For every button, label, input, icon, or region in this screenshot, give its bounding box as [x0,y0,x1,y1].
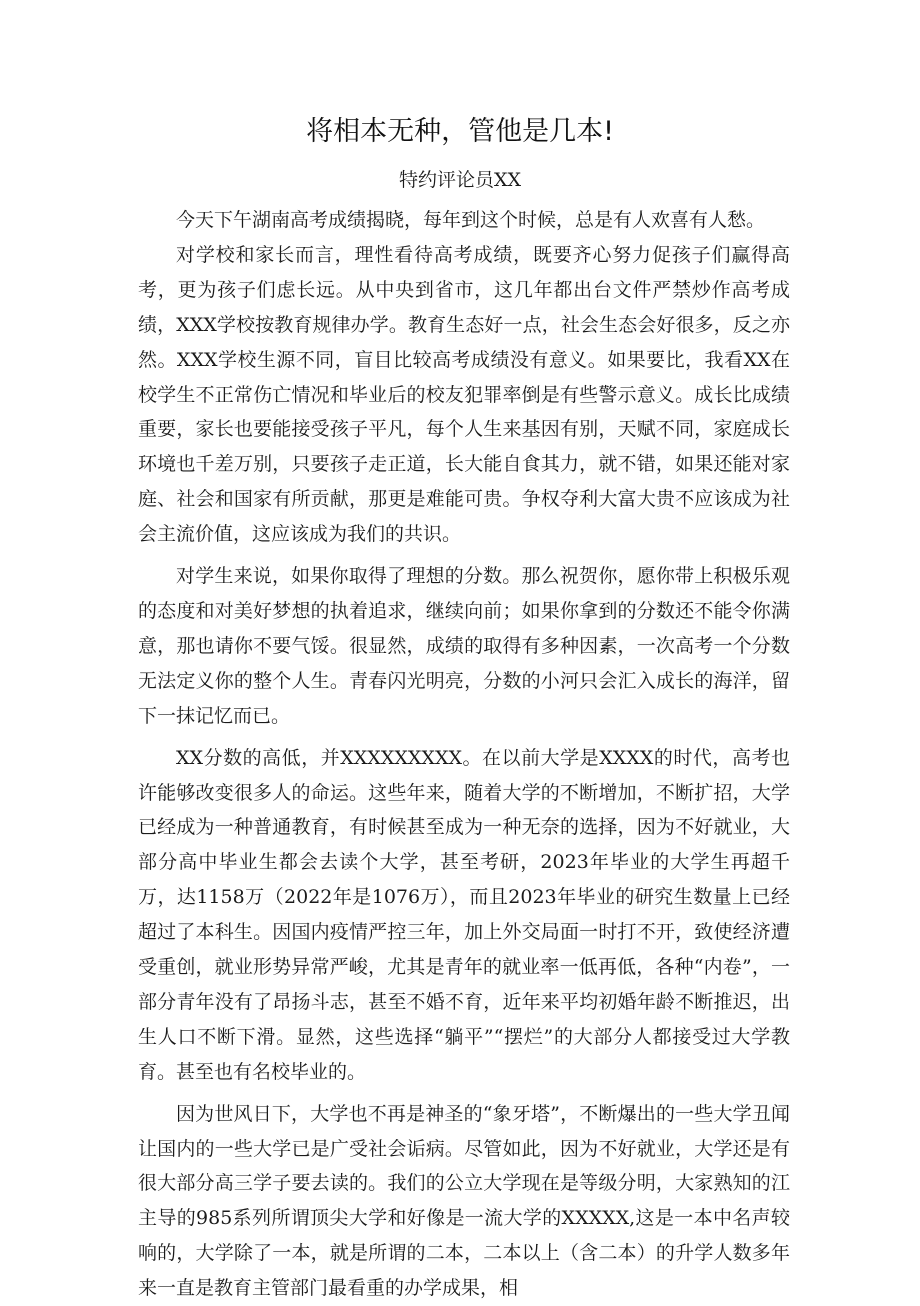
paragraph: 对学生来说，如果你取得了理想的分数。那么祝贺你，愿你带上积极乐观的态度和对美好梦想的执着追求，继续向前；如果你拿到的分数还不能令你满意，那也请你不要气馁。很显然，成绩的取得有多种因素，一次高考一个分数无法定义你的整个人生。青春闪光明亮，分数的小河只会汇入成长的海洋，留下一抹记忆而已。 [138,565,790,727]
article-byline: 特约评论员XX [398,169,522,191]
paragraph: 对学校和家长而言，理性看待高考成绩，既要齐心努力促孩子们赢得高考，更为孩子们虑长远。从中央到省市，这几年都出台文件严禁炒作高考成绩，XXX学校按教育规律办学。教育生态好一点，社会生态会好很多，反之亦然。XXX学校生源不同，盲目比较高考成绩没有意义。如果要比，我看XX在校学生不正常伤亡情况和毕业后的校友犯罪率倒是有些警示意义。成长比成绩重要，家长也要能接受孩子平凡，每个人生来基因有别，天赋不同，家庭成长环境也千差万别，只要孩子走正道，长大能自食其力，就不错，如果还能对家庭、社会和国家有所贡献，那更是难能可贵。争权夺利大富大贵不应该成为社会主流价值，这应该成为我们的共识。 [138,243,790,546]
article-body [138,203,790,1306]
paragraph: 因为世风日下，大学也不再是神圣的“象牙塔”，不断爆出的一些大学丑闻让国内的一些大学已是广受社会诟病。尽管如此，因为不好就业，大学还是有很大部分高三学子要去读的。我们的公立大学现在是等级分明，大家熟知的江主导的985系列所谓顶尖大学和好像是一流大学的XXXXX,这是一本中名声较响的，大学除了一本，就是所谓的二本，二本以上（含二本）的升学人数多年来一直是教育主管部门最看重的办学成果，相 [138,1102,790,1300]
paragraph: XX分数的高低，并XXXXXXXXX。在以前大学是XXXX的时代，高考也许能够改变很多人的命运。这些年来，随着大学的不断增加，不断扩招，大学已经成为一种普通教育，有时候甚至成为一种无奈的选择，因为不好就业，大部分高中毕业生都会去读个大学，甚至考研，2023年毕业的大学生再超千万，达1158万（2022年是1076万），而且2023年毕业的研究生数量上已经超过了本科生。因国内疫情严控三年，加上外交局面一时打不开，致使经济遭受重创，就业形势异常严峻，尤其是青年的就业率一低再低，各种“内卷”，一部分青年没有了昂扬斗志，甚至不婚不育，近年来平均初婚年龄不断推迟，出生人口不断下滑。显然，这些选择“躺平”“摆烂”的大部分人都接受过大学教育。甚至也有名校毕业的。 [138,746,790,1083]
paragraph: 今天下午湖南高考成绩揭晓，每年到这个时候，总是有人欢喜有人愁。 [176,209,766,231]
article-title: 将相本无种，管他是几本! [306,116,614,147]
